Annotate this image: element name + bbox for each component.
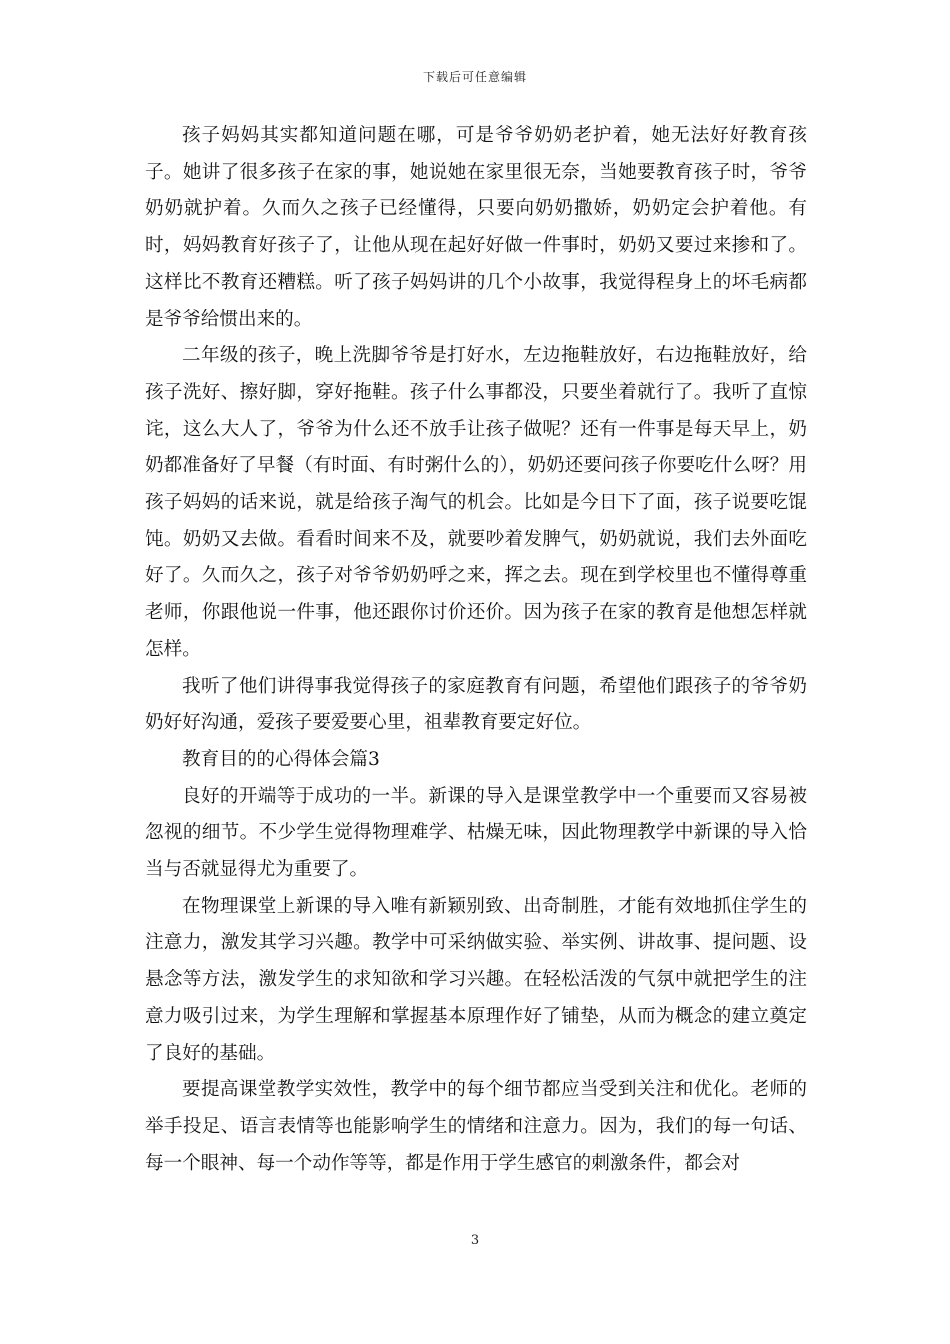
paragraph: 二年级的孩子，晚上洗脚爷爷是打好水，左边拖鞋放好，右边拖鞋放好，给孩子洗好、擦好脚，穿好拖鞋。孩子什么事都没，只要坐着就行了。我听了直惊诧，这么大人了，爷爷为什么还不放手让孩子做呢？还有一件事是每天早上，奶奶都准备好了早餐（有时面、有时粥什么的），奶奶还要问孩子你要吃什么呀？用孩子妈妈的话来说，就是给孩子淘气的机会。比如是今日下了面，孩子说要吃馄饨。奶奶又去做。看看时间来不及，就要吵着发脾气，奶奶就说，我们去外面吃好了。久而久之，孩子对爷爷奶奶呼之来，挥之去。现在到学校里也不懂得尊重老师，你跟他说一件事，他还跟你讨价还价。因为孩子在家的教育是他想怎样就怎样。 xyxy=(145,345,807,660)
section-heading: 教育目的的心得体会篇3 xyxy=(182,748,380,770)
paragraph: 良好的开端等于成功的一半。新课的导入是课堂教学中一个重要而又容易被忽视的细节。不少学生觉得物理难学、枯燥无味，因此物理教学中新课的导入恰当与否就显得尤为重要了。 xyxy=(145,785,807,881)
paragraph: 要提高课堂教学实效性，教学中的每个细节都应当受到关注和优化。老师的举手投足、语言表情等也能影响学生的情绪和注意力。因为，我们的每一句话、每一个眼神、每一个动作等等，都是作用于学生感官的刺激条件，都会对 xyxy=(145,1079,807,1174)
paragraph: 我听了他们讲得事我觉得孩子的家庭教育有问题，希望他们跟孩子的爷爷奶奶好好沟通，爱孩子要爱要心里，祖辈教育要定好位。 xyxy=(145,675,807,734)
document-body xyxy=(145,118,807,1182)
paragraph: 孩子妈妈其实都知道问题在哪，可是爷爷奶奶老护着，她无法好好教育孩子。她讲了很多孩子在家的事，她说她在家里很无奈，当她要教育孩子时，爷爷奶奶就护着。久而久之孩子已经懂得，只要向奶奶撒娇，奶奶定会护着他。有时，妈妈教育好孩子了，让他从现在起好好做一件事时，奶奶又要过来掺和了。这样比不教育还糟糕。听了孩子妈妈讲的几个小故事，我觉得程身上的坏毛病都是爷爷给惯出来的。 xyxy=(145,125,807,330)
page-header: 下载后可任意编辑 xyxy=(422,70,527,84)
paragraph: 在物理课堂上新课的导入唯有新颖别致、出奇制胜，才能有效地抓住学生的注意力，激发其学习兴趣。教学中可采纳做实验、举实例、讲故事、提问题、设悬念等方法，激发学生的求知欲和学习兴趣。在轻松活泼的气氛中就把学生的注意力吸引过来，为学生理解和掌握基本原理作好了铺垫，从而为概念的建立奠定了良好的基础。 xyxy=(145,895,807,1064)
page-number: 3 xyxy=(470,1233,480,1248)
